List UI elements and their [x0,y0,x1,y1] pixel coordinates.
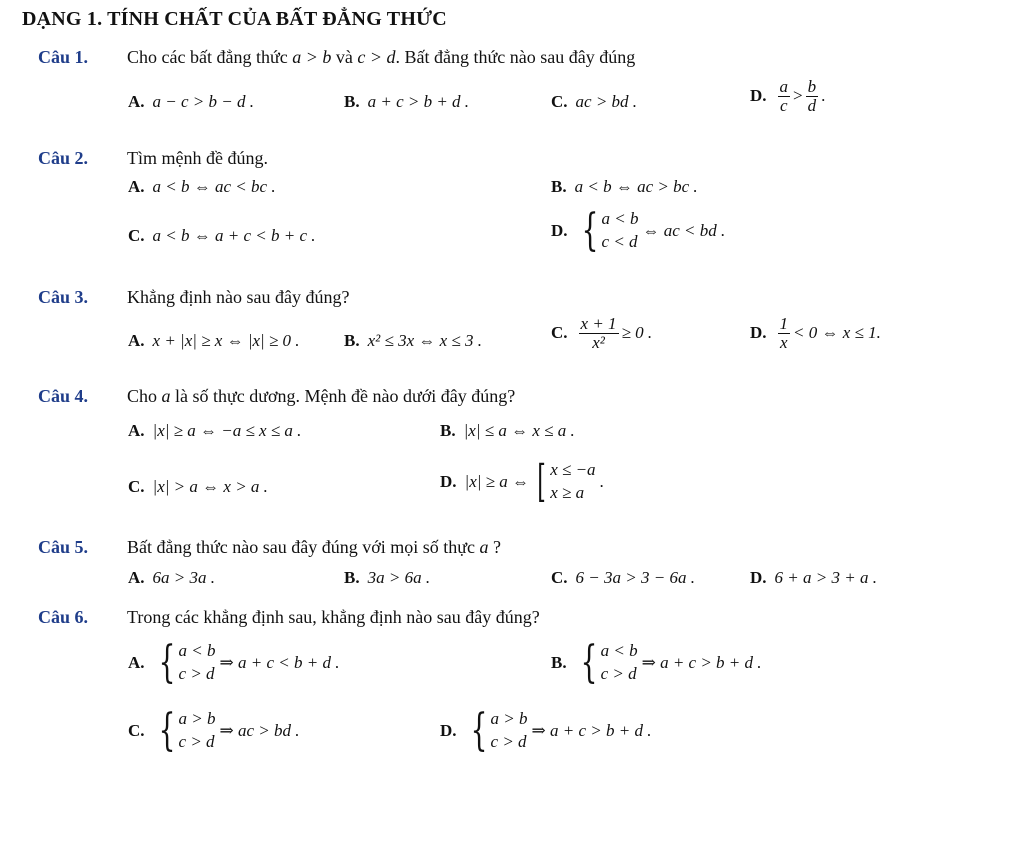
q2-a-letter: A. [128,177,145,196]
q4-d-letter: D. [440,471,457,491]
q6-c-row1: a > b [178,709,216,728]
q5-text-a: Bất đẳng thức nào sau đây đúng với mọi số thực [127,537,480,557]
left-brace-icon: { [470,704,487,756]
q4-text-b: là số thực dương. Mệnh đề nào dưới đây đúng? [170,386,516,406]
q6-c-row2: c > d [178,731,215,751]
q2-option-b[interactable] [551,177,698,197]
q3-b-letter: B. [344,331,360,350]
q3-option-b[interactable] [344,331,482,351]
question-6-label: Câu 6. [38,607,89,627]
q2-option-a[interactable] [128,177,276,197]
q5-math-1: a [479,537,489,557]
left-brace-icon: { [158,704,175,756]
question-4-label: Câu 4. [38,386,89,406]
q3-c-fraction [579,315,619,352]
q6-b-tail: ⇒ a + c > b + d . [641,652,762,672]
question-2-text: Tìm mệnh đề đúng. [127,148,268,168]
q3-d-fraction [778,315,791,352]
q3-d-letter: D. [750,323,767,343]
q2-option-c[interactable] [128,226,316,246]
q1-option-c[interactable] [551,92,637,112]
q1-d-num2: b [807,77,817,96]
left-brace-icon: { [158,636,175,688]
q2-d-row1: a < b [601,209,639,228]
q3-a-letter: A. [128,331,145,350]
q1-option-b[interactable] [344,92,469,112]
q2-d-letter: D. [551,220,568,240]
q3-c-num: x + 1 [580,314,617,333]
q5-text-b: ? [488,537,501,557]
question-3-label: Câu 3. [38,287,89,307]
q3-d-tail: < 0 ⇔ x ≤ 1. [793,323,881,343]
q4-d-row1: x ≤ −a [550,460,596,479]
q4-d-row2: x ≥ a [550,482,585,502]
q6-option-a[interactable] [128,636,340,688]
q6-c-letter: C. [128,720,145,740]
q4-text-a: Cho [127,386,162,406]
q6-d-row1: a > b [490,709,528,728]
q2-c-letter: C. [128,226,145,245]
q2-d-row2: c < d [601,231,638,251]
q3-d-den: x [780,332,788,352]
q4-d-end: . [599,471,604,491]
q4-b-letter: B. [440,421,456,440]
q2-d-tail: ⇔ ac < bd . [642,220,726,240]
q1-math-2: c > d [357,47,396,67]
q4-d-head: |x| ≥ a ⇔ [464,471,530,491]
q2-d-system [576,204,639,256]
q4-math-1: a [161,386,171,406]
q3-c-den: x² [592,332,605,352]
q1-text-a: Cho các bất đẳng thức [127,47,293,67]
q6-a-system [153,636,216,688]
q1-a-expr: a − c > b − d . [152,92,254,111]
question-2-label: Câu 2. [38,148,89,168]
q4-c-letter: C. [128,477,145,496]
left-brace-icon: { [580,636,597,688]
q5-option-d[interactable] [750,568,877,588]
q4-d-system [533,455,596,507]
q6-a-row1: a < b [178,641,216,660]
question-5-label: Câu 5. [38,537,89,557]
q4-option-c[interactable] [128,477,268,497]
q5-a-expr: 6a > 3a . [152,568,216,587]
q5-c-expr: 6 − 3a > 3 − 6a . [575,568,695,587]
q1-d-fraction-2 [806,78,819,115]
q1-b-expr: a + c > b + d . [367,92,470,111]
q4-option-b[interactable] [440,421,575,441]
q2-a-expr: a < b ⇔ ac < bc . [152,177,276,196]
q3-option-c[interactable] [551,315,652,352]
q1-option-a[interactable] [128,92,254,112]
q4-c-expr: |x| > a ⇔ x > a . [152,477,268,496]
q6-d-system [465,704,528,756]
q5-option-a[interactable] [128,568,215,588]
question-1-text [127,47,635,68]
q1-d-op: > [793,86,803,106]
q6-d-tail: ⇒ a + c > b + d . [531,720,652,740]
q3-option-a[interactable] [128,331,300,351]
q6-a-row2: c > d [178,663,215,683]
q3-d-num: 1 [779,314,789,333]
q3-b-expr: x² ≤ 3x ⇔ x ≤ 3 . [367,331,482,350]
q4-a-expr: |x| ≥ a ⇔ −a ≤ x ≤ a . [152,421,302,440]
q1-d-fraction-1 [778,78,791,115]
q1-d-letter: D. [750,86,767,106]
q3-c-tail: ≥ 0 . [621,323,653,343]
q1-c-expr: ac > bd . [575,92,638,111]
q1-d-den1: c [780,95,788,115]
q6-option-d[interactable] [440,704,652,756]
q1-d-num1: a [779,77,789,96]
q1-d-end: . [821,86,826,106]
q1-math-1: a > b [292,47,332,67]
q5-c-letter: C. [551,568,568,587]
q1-text-c: . Bất đẳng thức nào sau đây đúng [395,47,636,67]
q5-a-letter: A. [128,568,145,587]
q1-option-d[interactable] [750,78,825,115]
q3-a-expr: x + |x| ≥ x ⇔ |x| ≥ 0 . [152,331,300,350]
question-6-text: Trong các khẳng định sau, khẳng định nào sau đây đúng? [127,607,540,627]
q6-b-letter: B. [551,652,567,672]
q6-b-row1: a < b [600,641,638,660]
q5-b-expr: 3a > 6a . [367,568,431,587]
question-4-text [127,386,515,407]
q3-option-d[interactable] [750,315,881,352]
q1-c-letter: C. [551,92,568,111]
q2-b-letter: B. [551,177,567,196]
q1-a-letter: A. [128,92,145,111]
q6-a-letter: A. [128,652,145,672]
q4-a-letter: A. [128,421,145,440]
q5-option-b[interactable] [344,568,430,588]
q6-c-system [153,704,216,756]
q4-option-a[interactable] [128,421,301,441]
q6-b-system [575,636,638,688]
q5-d-expr: 6 + a > 3 + a . [774,568,877,587]
q1-text-b: và [331,47,358,67]
q6-d-letter: D. [440,720,457,740]
question-3-text: Khẳng định nào sau đây đúng? [127,287,350,307]
q6-d-row2: c > d [490,731,527,751]
q4-b-expr: |x| ≤ a ⇔ x ≤ a . [463,421,575,440]
q6-b-row2: c > d [600,663,637,683]
q5-d-letter: D. [750,568,767,587]
q6-c-tail: ⇒ ac > bd . [219,720,300,740]
q6-a-tail: ⇒ a + c < b + d . [219,652,340,672]
q4-option-d[interactable] [440,455,604,507]
q6-option-b[interactable] [551,636,762,688]
page-title: DẠNG 1. TÍNH CHẤT CỦA BẤT ĐẲNG THỨC [22,8,447,30]
q6-option-c[interactable] [128,704,300,756]
q3-c-letter: C. [551,323,568,343]
q5-option-c[interactable] [551,568,695,588]
left-bracket-icon: [ [537,455,546,507]
question-1-label: Câu 1. [38,47,89,67]
q1-d-den2: d [807,95,817,115]
question-5-text [127,537,501,558]
q2-option-d[interactable] [551,204,726,256]
left-brace-icon: { [581,204,598,256]
q2-c-expr: a < b ⇔ a + c < b + c . [152,226,316,245]
q2-b-expr: a < b ⇔ ac > bc . [574,177,698,196]
q1-b-letter: B. [344,92,360,111]
q5-b-letter: B. [344,568,360,587]
